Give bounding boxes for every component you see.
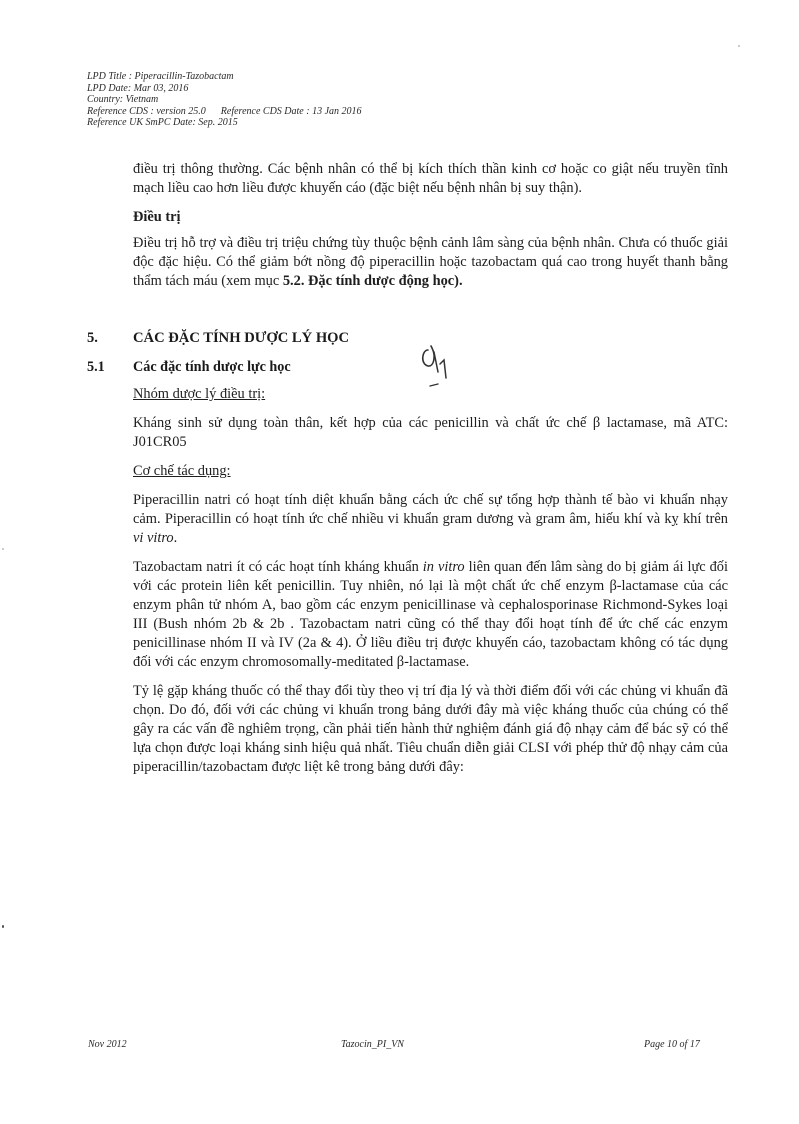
mechanism-p1-end: . — [173, 530, 178, 546]
footer-date: Nov 2012 — [88, 1039, 127, 1050]
section-5-1-title: Các đặc tính dược lực học — [133, 359, 291, 375]
footer-doc-id: Tazocin_PI_VN — [341, 1039, 404, 1050]
mechanism-paragraph-2 — [133, 558, 728, 672]
header-title-line: LPD Title : Piperacillin-Tazobactam — [87, 71, 234, 82]
treatment-heading: Điều trị — [133, 209, 181, 225]
treatment-paragraph — [133, 234, 728, 291]
header-ref-cds-line: Reference CDS : version 25.0 Reference CDS Date : 13 Jan 2016 — [87, 105, 362, 117]
section-5-title: CÁC ĐẶC TÍNH DƯỢC LÝ HỌC — [133, 330, 350, 346]
header-country-line: Country: Vietnam — [87, 94, 159, 105]
header-ref-uk-value: Sep. 2015 — [198, 117, 238, 128]
header-ref-cds-label: Reference CDS — [87, 105, 148, 117]
scan-speck — [2, 548, 4, 550]
header-ref-cds-date-value: 13 Jan 2016 — [312, 105, 362, 117]
header-country-value: Vietnam — [125, 94, 159, 105]
resistance-paragraph: Tỷ lệ gặp kháng thuốc có thể thay đổi tùy theo vị trí địa lý và thời điểm đối với các chủng vi khuẩn đã chọn. Do đó, đối với các chủng vi khuẩn trong bảng dưới đây mà việc kháng thuốc của chúng có thể gây ra các vấn đề nghiêm trọng, cần phải tiến hành thử nghiệm đánh giá độ nhạy cảm để bác sỹ có thể lựa chọn được loại kháng sinh hiệu quả nhất. Tiêu chuẩn diễn giải CLSI với phép thử độ nhạy cảm của piperacillin/tazobactam được liệt kê trong bảng dưới đây: — [133, 683, 728, 775]
header-date-value: Mar 03, 2016 — [133, 82, 189, 94]
group-heading: Nhóm dược lý điều trị: — [133, 386, 266, 402]
footer-page-number: Page 10 of 17 — [644, 1039, 700, 1050]
header-date-line: LPD Date: Mar 03, 2016 — [87, 82, 189, 94]
section-5-number: 5. — [87, 330, 98, 346]
mechanism-p2-text-a: Tazobactam natri ít có các hoạt tính kháng khuẩn — [133, 559, 423, 575]
header-ref-uk-line: Reference UK SmPC Date: Sep. 2015 — [87, 117, 238, 128]
mechanism-p2-text-b: liên quan đến lâm sàng do bị giảm ái lực đối với các protein liên kết penicillin. Tuy nhiên, nó lại là một chất ức chế enzym β-lactamase của các enzym phân tử nhóm A, bao gồm các enzym penicillinase và cephalosporinase Richmond-Sykes loại III (Bush nhóm 2b & 2b . Tazobactam natri cũng có thể thay đổi hoạt tính để ức chế các enzym penicillinase nhóm II và IV (2a & 4). Ở liều điều trị được khuyến cáo, tazobactam không có tác dụng đối với các enzym chromosomally-meditated β-lactamase. — [133, 559, 729, 670]
document-header — [87, 71, 362, 129]
overdose-block — [133, 160, 728, 291]
mechanism-p1-text: Piperacillin natri có hoạt tính diệt khuẩn bằng cách ức chế sự tổng hợp thành tế bào vi khuẩn nhạy cảm. Piperacillin có hoạt tính ức chế nhiều vi khuẩn gram dương và gram âm, hiếu khí và kỵ khí trên — [133, 492, 728, 527]
header-title-label: LPD Title — [87, 71, 127, 82]
section-5-1-body — [133, 385, 728, 777]
mechanism-paragraph-1 — [133, 491, 728, 548]
header-title-value: Piperacillin-Tazobactam — [134, 71, 234, 82]
mechanism-p1-italic: vi vitro — [133, 530, 174, 546]
header-country-label: Country — [87, 94, 120, 105]
treatment-crossref: 5.2. Đặc tính dược động học). — [282, 273, 463, 289]
header-ref-uk-label: Reference UK SmPC Date — [87, 117, 193, 128]
scan-speck — [738, 45, 740, 47]
handwritten-initial-mark — [418, 338, 462, 392]
header-ref-cds-value: version 25.0 — [156, 105, 206, 117]
treatment-text: Điều trị hỗ trợ và điều trị triệu chứng tùy thuộc bệnh cảnh lâm sàng của bệnh nhân. Chưa có thuốc giải độc đặc hiệu. Có thể giảm bớt nồng độ piperacillin hoặc tazobactam quá cao trong huyết thanh bằng thẩm tách máu (xem mục — [133, 235, 728, 289]
mechanism-p2-italic: in vitro — [422, 559, 465, 575]
overdose-continuation: điều trị thông thường. Các bệnh nhân có thể bị kích thích thần kinh cơ hoặc co giật nếu truyền tĩnh mạch liều cao hơn liều được khuyến cáo (đặc biệt nếu bệnh nhân bị suy thận). — [133, 161, 728, 196]
header-ref-cds-date-label: Reference CDS Date — [220, 105, 304, 117]
header-date-label: LPD Date — [87, 82, 128, 94]
section-5-1-number: 5.1 — [87, 359, 105, 375]
scan-speck — [2, 925, 4, 928]
mechanism-heading: Cơ chế tác dụng: — [133, 463, 231, 479]
group-text: Kháng sinh sử dụng toàn thân, kết hợp của các penicillin và chất ức chế β lactamase, mã ATC: J01CR05 — [133, 415, 728, 450]
